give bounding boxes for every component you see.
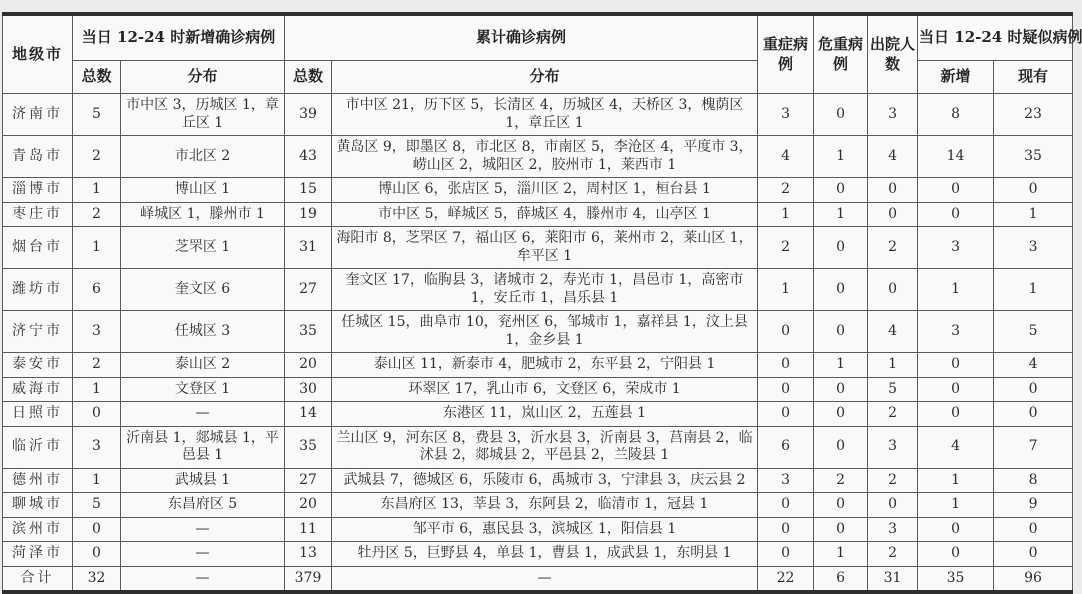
cell-city: 菏泽市 [3,542,73,567]
cell-severe-cases: 1 [758,202,814,227]
cell-new-distribution: 文登区 1 [121,377,285,402]
cell-suspected-new: 0 [918,542,994,567]
cell-severe-cases: 2 [758,178,814,203]
cell-discharged-count: 4 [868,136,918,178]
cell-cumulative-distribution: 东港区 11，岚山区 2，五莲县 1 [332,402,758,427]
cell-suspected-new: 0 [918,178,994,203]
cell-critical-cases: 0 [814,227,868,269]
cell-severe-cases: 0 [758,377,814,402]
cell-cumulative-distribution: 海阳市 8，芝罘区 7，福山区 6，莱阳市 6，莱州市 2，莱山区 1，牟平区 1 [332,227,758,269]
header-critical: 危重病例 [814,14,868,94]
cell-cumulative-total: 19 [285,202,332,227]
header-cumulative-distribution: 分布 [332,61,758,94]
cell-discharged-count: 3 [868,517,918,542]
cell-cumulative-distribution: 任城区 15，曲阜市 10，兖州区 6，邹城市 1，嘉祥县 1，汶上县 1，金乡县 1 [332,311,758,353]
cell-suspected-new: 0 [918,202,994,227]
table-row [3,269,1073,311]
cell-severe-cases: 1 [758,269,814,311]
cell-critical-cases: 0 [814,269,868,311]
cell-severe-cases: 6 [758,426,814,468]
cell-critical-cases: 6 [814,566,868,592]
cell-new-total: 0 [73,542,121,567]
cell-cumulative-total: 27 [285,468,332,493]
table-row [3,493,1073,518]
cell-cumulative-total: 43 [285,136,332,178]
covid-cases-table [2,12,1082,594]
cell-suspected-new: 3 [918,227,994,269]
cell-new-distribution: — [121,517,285,542]
cell-cumulative-distribution: 市中区 21，历下区 5，长清区 4，历城区 4，天桥区 3，槐荫区 1，章丘区 1 [332,94,758,136]
cell-suspected-existing: 0 [994,178,1073,203]
cell-new-total: 1 [73,468,121,493]
cell-severe-cases: 0 [758,517,814,542]
cell-cumulative-total: 30 [285,377,332,402]
cell-suspected-new: 0 [918,517,994,542]
cell-cumulative-total: 35 [285,426,332,468]
cell-city: 威海市 [3,377,73,402]
cell-suspected-existing: 4 [994,353,1073,378]
header-severe: 重症病例 [758,14,814,94]
cell-suspected-existing: 0 [994,517,1073,542]
cell-critical-cases: 1 [814,202,868,227]
cell-new-distribution: 芝罘区 1 [121,227,285,269]
cell-severe-cases: 22 [758,566,814,592]
cell-new-total: 32 [73,566,121,592]
cell-new-distribution: 任城区 3 [121,311,285,353]
cell-discharged-count: 2 [868,402,918,427]
cell-suspected-new: 35 [918,566,994,592]
cell-new-total: 0 [73,402,121,427]
cell-discharged-count: 2 [868,468,918,493]
table-row [3,227,1073,269]
table-body [3,94,1073,593]
cell-critical-cases: 0 [814,517,868,542]
header-discharged: 出院人数 [868,14,918,94]
cell-cumulative-total: 27 [285,269,332,311]
header-cumulative-total: 总数 [285,61,332,94]
cell-suspected-new: 3 [918,311,994,353]
cell-discharged-count: 0 [868,269,918,311]
cell-cumulative-total: 379 [285,566,332,592]
cell-critical-cases: 1 [814,542,868,567]
cell-cumulative-total: 35 [285,311,332,353]
cell-suspected-existing: 1 [994,269,1073,311]
cell-new-total: 3 [73,311,121,353]
cell-cumulative-total: 14 [285,402,332,427]
cell-new-distribution: 市北区 2 [121,136,285,178]
cell-discharged-count: 4 [868,311,918,353]
cell-new-distribution: 东昌府区 5 [121,493,285,518]
cell-discharged-count: 3 [868,426,918,468]
cell-new-total: 6 [73,269,121,311]
cell-city: 德州市 [3,468,73,493]
cell-new-distribution: 奎文区 6 [121,269,285,311]
cell-new-total: 3 [73,426,121,468]
table-row [3,353,1073,378]
cell-city: 青岛市 [3,136,73,178]
cell-cumulative-total: 20 [285,493,332,518]
table-row [3,178,1073,203]
cell-cumulative-total: 15 [285,178,332,203]
table-row [3,311,1073,353]
cell-new-distribution: — [121,542,285,567]
header-new-total: 总数 [73,61,121,94]
cell-city: 临沂市 [3,426,73,468]
cell-new-total: 5 [73,493,121,518]
cell-cumulative-distribution: 邹平市 6，惠民县 3，滨城区 1，阳信县 1 [332,517,758,542]
cell-suspected-existing: 0 [994,377,1073,402]
cell-new-total: 1 [73,227,121,269]
cell-severe-cases: 3 [758,94,814,136]
header-cumulative-group: 累计确诊病例 [285,14,758,61]
cell-discharged-count: 2 [868,227,918,269]
cell-suspected-new: 0 [918,353,994,378]
cell-new-distribution: 泰山区 2 [121,353,285,378]
cell-suspected-existing: 23 [994,94,1073,136]
cell-city: 聊城市 [3,493,73,518]
table-row [3,542,1073,567]
header-suspected-existing: 现有 [994,61,1073,94]
cell-severe-cases: 2 [758,227,814,269]
header-suspected-new: 新增 [918,61,994,94]
cell-city: 潍坊市 [3,269,73,311]
cell-discharged-count: 2 [868,542,918,567]
cell-severe-cases: 0 [758,542,814,567]
cell-new-distribution: 博山区 1 [121,178,285,203]
cell-suspected-new: 14 [918,136,994,178]
cell-severe-cases: 0 [758,353,814,378]
table-row [3,94,1073,136]
cell-cumulative-distribution: 泰山区 11，新泰市 4，肥城市 2，东平县 2，宁阳县 1 [332,353,758,378]
header-new-distribution: 分布 [121,61,285,94]
cell-critical-cases: 0 [814,402,868,427]
cell-new-total: 5 [73,94,121,136]
cell-cumulative-total: 13 [285,542,332,567]
cell-cumulative-distribution: 东昌府区 13，莘县 3，东阿县 2，临清市 1，冠县 1 [332,493,758,518]
cell-new-total: 2 [73,136,121,178]
cell-city: 烟台市 [3,227,73,269]
cell-cumulative-distribution: — [332,566,758,592]
cell-suspected-new: 1 [918,493,994,518]
cell-suspected-existing: 35 [994,136,1073,178]
cell-suspected-new: 4 [918,426,994,468]
cell-new-total: 0 [73,517,121,542]
cell-suspected-existing: 5 [994,311,1073,353]
header-city: 地级市 [3,14,73,94]
cell-new-total: 1 [73,377,121,402]
cell-new-distribution: 武城县 1 [121,468,285,493]
cell-city: 滨州市 [3,517,73,542]
cell-cumulative-distribution: 兰山区 9，河东区 8，费县 3，沂水县 3，沂南县 3，莒南县 2，临沭县 2，郯城县 2，平邑县 2，兰陵县 1 [332,426,758,468]
cell-suspected-new: 0 [918,377,994,402]
cell-critical-cases: 0 [814,311,868,353]
cell-critical-cases: 0 [814,426,868,468]
cell-new-total: 2 [73,202,121,227]
cell-discharged-count: 0 [868,493,918,518]
cell-severe-cases: 0 [758,402,814,427]
cell-critical-cases: 0 [814,493,868,518]
cell-discharged-count: 31 [868,566,918,592]
cell-city: 合计 [3,566,73,592]
table-row [3,136,1073,178]
cell-city: 枣庄市 [3,202,73,227]
cell-severe-cases: 0 [758,493,814,518]
report-table-container [2,12,1082,594]
cell-new-distribution: 峄城区 1，滕州市 1 [121,202,285,227]
cell-cumulative-total: 11 [285,517,332,542]
table-row [3,468,1073,493]
cell-severe-cases: 4 [758,136,814,178]
cell-suspected-new: 0 [918,402,994,427]
cell-suspected-existing: 0 [994,402,1073,427]
cell-discharged-count: 3 [868,94,918,136]
table-row [3,377,1073,402]
cell-suspected-existing: 3 [994,227,1073,269]
cell-cumulative-total: 31 [285,227,332,269]
cell-severe-cases: 0 [758,311,814,353]
cell-discharged-count: 1 [868,353,918,378]
cell-suspected-existing: 0 [994,542,1073,567]
cell-new-distribution: 市中区 3，历城区 1，章丘区 1 [121,94,285,136]
header-new-confirmed-group: 当日 12-24 时新增确诊病例 [73,14,285,61]
cell-critical-cases: 1 [814,136,868,178]
table-row-total [3,566,1073,592]
cell-critical-cases: 2 [814,468,868,493]
cell-cumulative-distribution: 奎文区 17，临朐县 3，诸城市 2，寿光市 1，昌邑市 1，高密市 1，安丘市 1，昌乐县 1 [332,269,758,311]
cell-new-distribution: — [121,566,285,592]
cell-suspected-new: 1 [918,468,994,493]
table-row [3,517,1073,542]
cell-city: 泰安市 [3,353,73,378]
cell-suspected-existing: 8 [994,468,1073,493]
header-suspected-group: 当日 12-24 时疑似病例 [918,14,1073,61]
cell-cumulative-total: 39 [285,94,332,136]
cell-new-total: 2 [73,353,121,378]
table-row [3,202,1073,227]
cell-cumulative-distribution: 市中区 5，峄城区 5，薛城区 4，滕州市 4，山亭区 1 [332,202,758,227]
cell-suspected-existing: 1 [994,202,1073,227]
cell-suspected-new: 1 [918,269,994,311]
cell-cumulative-distribution: 武城县 7，德城区 6，乐陵市 6，禹城市 3，宁津县 3，庆云县 2 [332,468,758,493]
cell-city: 淄博市 [3,178,73,203]
cell-new-total: 1 [73,178,121,203]
cell-critical-cases: 0 [814,377,868,402]
cell-cumulative-distribution: 黄岛区 9，即墨区 8，市北区 8，市南区 5，李沧区 4，平度市 3，崂山区 2，城阳区 2，胶州市 1，莱西市 1 [332,136,758,178]
cell-cumulative-total: 20 [285,353,332,378]
cell-critical-cases: 0 [814,178,868,203]
cell-city: 济宁市 [3,311,73,353]
cell-severe-cases: 3 [758,468,814,493]
cell-discharged-count: 0 [868,202,918,227]
cell-city: 济南市 [3,94,73,136]
header-row-groups [3,14,1073,61]
table-header [3,14,1082,94]
cell-new-distribution: — [121,402,285,427]
cell-cumulative-distribution: 牡丹区 5，巨野县 4，单县 1，曹县 1，成武县 1，东明县 1 [332,542,758,567]
table-row [3,426,1073,468]
cell-discharged-count: 0 [868,178,918,203]
cell-cumulative-distribution: 博山区 6，张店区 5，淄川区 2，周村区 1，桓台县 1 [332,178,758,203]
cell-critical-cases: 1 [814,353,868,378]
cell-discharged-count: 5 [868,377,918,402]
cell-critical-cases: 0 [814,94,868,136]
cell-suspected-existing: 7 [994,426,1073,468]
cell-suspected-existing: 96 [994,566,1073,592]
cell-cumulative-distribution: 环翠区 17，乳山市 6，文登区 6，荣成市 1 [332,377,758,402]
table-row [3,402,1073,427]
cell-city: 日照市 [3,402,73,427]
cell-new-distribution: 沂南县 1，郯城县 1，平邑县 1 [121,426,285,468]
cell-suspected-new: 8 [918,94,994,136]
cell-suspected-existing: 9 [994,493,1073,518]
